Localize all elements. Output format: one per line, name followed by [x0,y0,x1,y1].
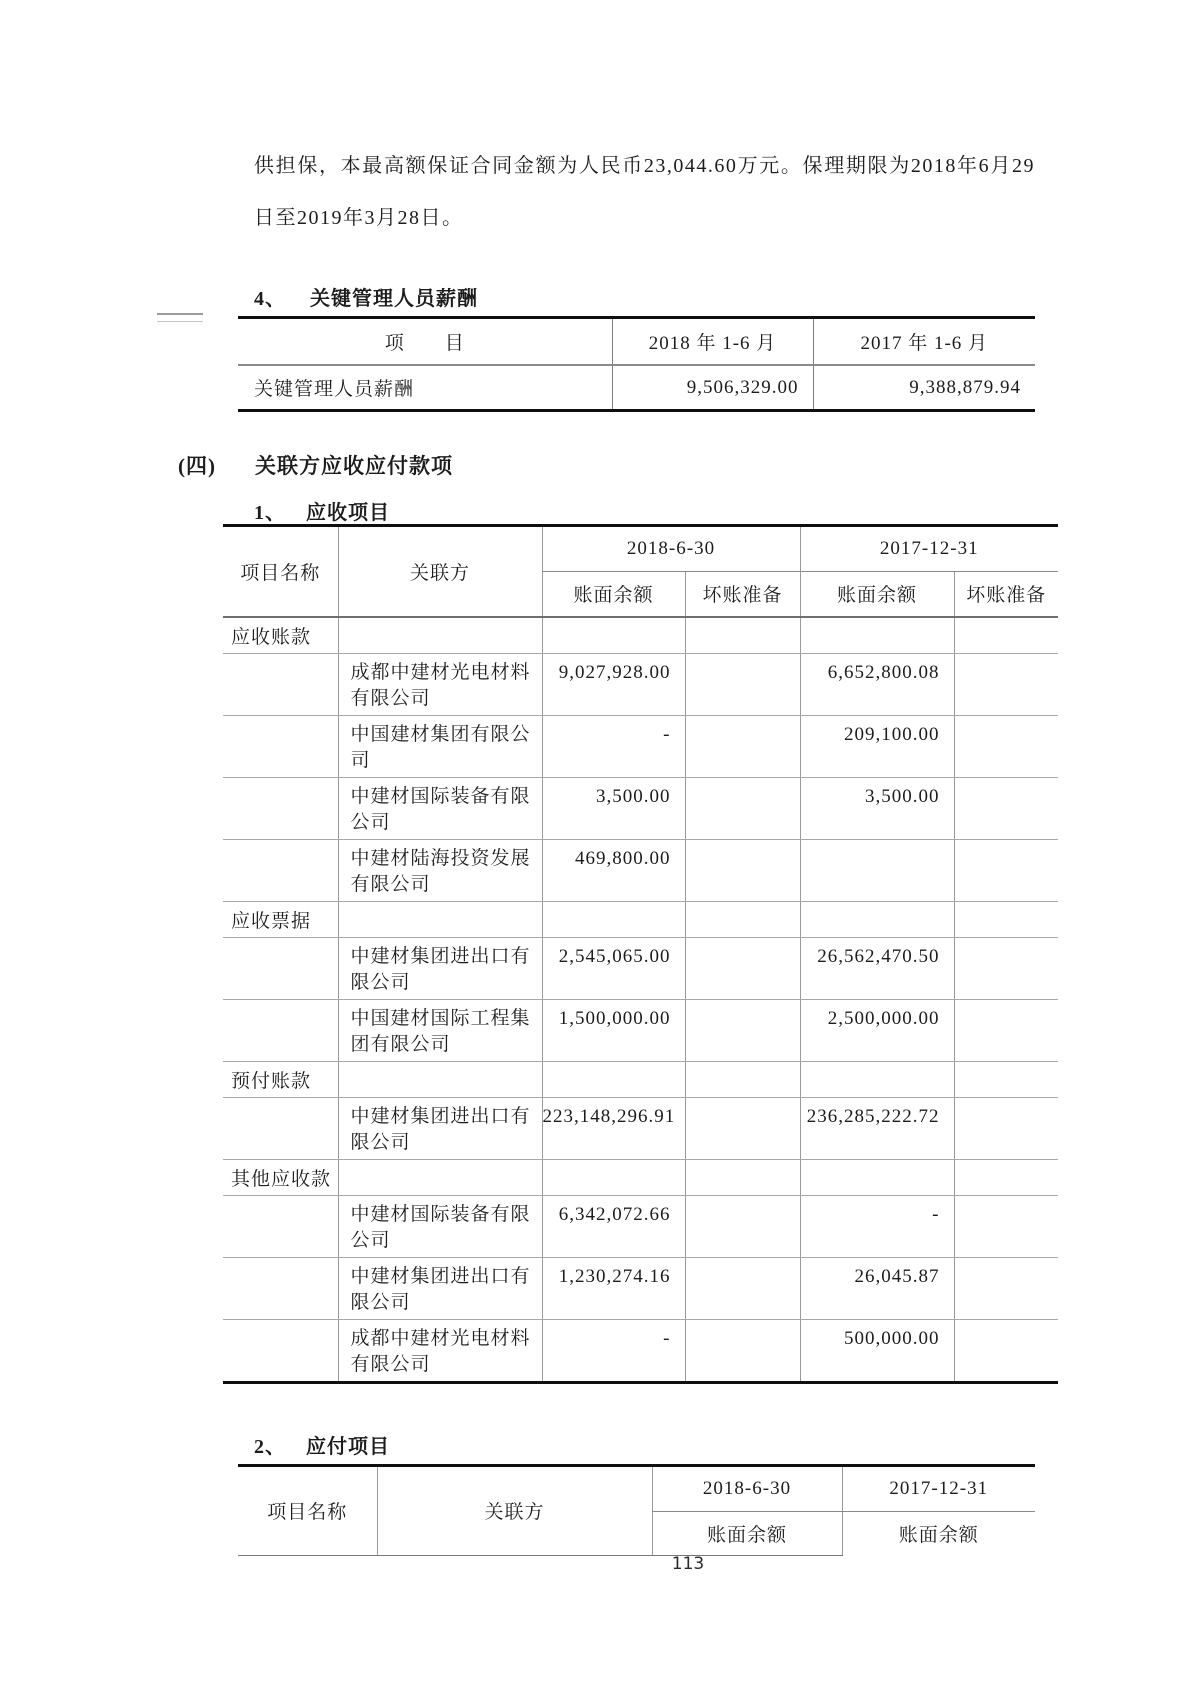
margin-dash-mark [157,313,203,322]
company-row [223,937,1058,999]
party-cell: 中建材集团进出口有限公司 [338,937,542,999]
party-cell: 中建材集团进出口有限公司 [338,1257,542,1319]
party-cell: 中建材陆海投资发展有限公司 [338,839,542,901]
col-balance-2017-header: 账面余额 [842,1511,1035,1555]
category-row [223,1061,1058,1097]
section-4-heading [254,282,478,311]
provision-2017-cell [954,653,1058,715]
section-4-title: 关键管理人员薪酬 [310,288,478,310]
balance-2017-cell: 236,285,222.72 [800,1097,954,1159]
balance-2017-cell: 500,000.00 [800,1319,954,1381]
category-row [223,617,1058,653]
payables-title: 应付项目 [306,1436,390,1458]
receivables-heading [254,496,390,525]
kmp-header-2018: 2018 年 1-6 月 [612,319,813,365]
kmp-header-item: 项 目 [238,319,612,365]
category-label: 应收账款 [223,617,338,653]
company-row [223,653,1058,715]
party-cell: 中建材国际装备有限公司 [338,777,542,839]
col-provision-2018-header: 坏账准备 [685,571,800,617]
kmp-table [238,316,1035,412]
col-provision-2017-header: 坏账准备 [954,571,1058,617]
balance-2017-cell: - [800,1195,954,1257]
balance-2018-cell: 2,545,065.00 [542,937,685,999]
company-row [223,1097,1058,1159]
category-row [223,1159,1058,1195]
col-2018-header: 2018-6-30 [652,1467,842,1511]
balance-2018-cell: 6,342,072.66 [542,1195,685,1257]
balance-2017-cell: 2,500,000.00 [800,999,954,1061]
col-2018-header: 2018-6-30 [542,527,800,571]
receivables-title: 应收项目 [306,502,390,524]
section-si4-title: 关联方应收应付款项 [255,454,453,478]
balance-2018-cell: - [542,1319,685,1381]
company-row [223,715,1058,777]
col-2017-header: 2017-12-31 [800,527,1058,571]
balance-2018-cell: - [542,715,685,777]
col-2017-header: 2017-12-31 [842,1467,1035,1511]
col-item-header: 项目名称 [238,1467,377,1555]
payables-header-row-1 [238,1467,1035,1511]
provision-2018-cell [685,653,800,715]
category-label: 预付账款 [223,1061,338,1097]
section-si4-number: (四) [178,454,216,478]
category-label: 其他应收款 [223,1159,338,1195]
balance-2017-cell: 209,100.00 [800,715,954,777]
col-balance-2017-header: 账面余额 [800,571,954,617]
section-4-number: 4、 [254,288,286,310]
col-party-header: 关联方 [338,527,542,617]
col-balance-2018-header: 账面余额 [652,1511,842,1555]
page-number: 113 [671,1554,705,1574]
company-row [223,1257,1058,1319]
balance-2017-cell: 26,045.87 [800,1257,954,1319]
payables-table [238,1464,1035,1556]
receivables-header-row-1 [223,527,1058,571]
party-cell: 中建材集团进出口有限公司 [338,1097,542,1159]
kmp-value-2018: 9,506,329.00 [612,365,813,409]
party-cell: 中建材国际装备有限公司 [338,1195,542,1257]
category-label: 应收票据 [223,901,338,937]
balance-2018-cell: 1,500,000.00 [542,999,685,1061]
balance-2017-cell: 26,562,470.50 [800,937,954,999]
party-cell: 成都中建材光电材料有限公司 [338,1319,542,1381]
balance-2017-cell: 3,500.00 [800,777,954,839]
party-cell: 中国建材国际工程集团有限公司 [338,999,542,1061]
balance-2017-cell: 6,652,800.08 [800,653,954,715]
category-row [223,901,1058,937]
paragraph-line-1: 供担保，本最高额保证合同金额为人民币23,044.60万元。保理期限为2018年6月29 [254,155,1035,177]
body-paragraph [254,140,1035,244]
col-balance-2018-header: 账面余额 [542,571,685,617]
balance-2018-cell: 1,230,274.16 [542,1257,685,1319]
payables-number: 2、 [254,1436,286,1458]
balance-2017-cell [800,839,954,901]
kmp-header-row [238,319,1035,365]
party-cell: 中国建材集团有限公司 [338,715,542,777]
company-row [223,839,1058,901]
party-cell: 成都中建材光电材料有限公司 [338,653,542,715]
balance-2018-cell: 469,800.00 [542,839,685,901]
company-row [223,999,1058,1061]
company-row [223,1195,1058,1257]
section-si4-heading [178,450,453,480]
kmp-row-label: 关键管理人员薪酬 [254,379,415,400]
paragraph-line-2: 日至2019年3月28日。 [254,207,464,229]
kmp-header-2017: 2017 年 1-6 月 [813,319,1035,365]
col-item-header: 项目名称 [223,527,338,617]
kmp-data-row [238,365,1035,409]
balance-2018-cell: 9,027,928.00 [542,653,685,715]
col-party-header: 关联方 [377,1467,652,1555]
balance-2018-cell: 223,148,296.91 [542,1097,685,1159]
payables-heading [254,1430,390,1459]
company-row [223,1319,1058,1381]
balance-2018-cell: 3,500.00 [542,777,685,839]
kmp-value-2017: 9,388,879.94 [813,365,1035,409]
receivables-table [223,524,1058,1384]
receivables-number: 1、 [254,502,286,524]
company-row [223,777,1058,839]
